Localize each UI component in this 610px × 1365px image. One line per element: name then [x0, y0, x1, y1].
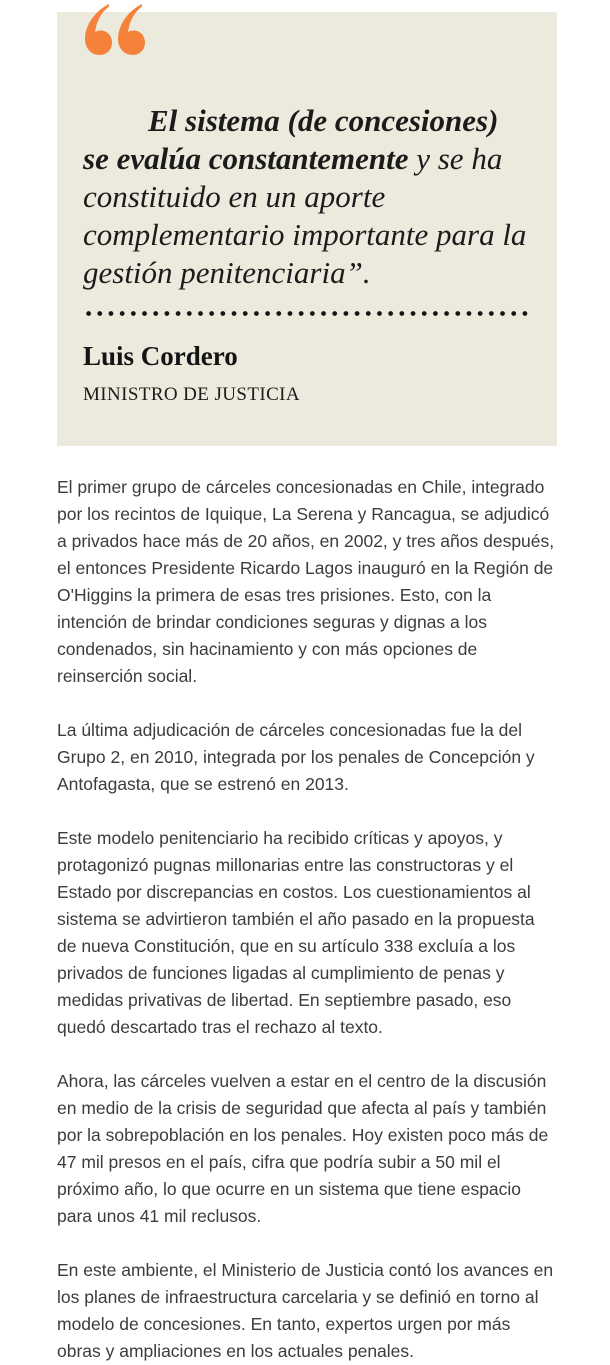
paragraph-2: La última adjudicación de cárceles concesionadas fue la del Grupo 2, en 2010, integrada por los penales de Concepción y Antofagasta, que se estrenó en 2013. [57, 720, 535, 794]
author-title: MINISTRO DE JUSTICIA [83, 384, 300, 405]
paragraph-4: Ahora, las cárceles vuelven a estar en el centro de la discusión en medio de la crisis de seguridad que afecta al país y también por la sobrepoblación en los penales. Hoy existen poco más de 47 mil presos en el país, cifra que podría subir a 50 mil el próximo año, lo que ocurre en un sistema que tiene espacio para unos 41 mil reclusos. [57, 1071, 549, 1226]
quote-text-regular: y se ha constituido en un aporte complementario importante para la gestión penitenciaria”. [83, 141, 527, 290]
article-body [57, 474, 557, 1365]
paragraph-5: En este ambiente, el Ministerio de Justicia contó los avances en los planes de infraestructura carcelaria y se definió en torno al modelo de concesiones. En tanto, expertos urgen por más obras y ampliaciones en los actuales penales. [57, 1260, 554, 1361]
article-page [57, 0, 557, 1365]
dotted-separator [83, 311, 531, 316]
quote-text [83, 12, 531, 292]
author-name: Luis Cordero [83, 341, 238, 371]
pull-quote-card [57, 12, 557, 446]
paragraph-3: Este modelo penitenciario ha recibido críticas y apoyos, y protagonizó pugnas millonarias entre las constructoras y el Estado por discrepancias en costos. Los cuestionamientos al sistema se advirtieron también el año pasado en la propuesta de nueva Constitución, que en su artículo 338 excluía a los privados de funciones ligadas al cumplimiento de penas y medidas privativas de libertad. En septiembre pasado, eso quedó descartado tras el rechazo al texto. [57, 828, 535, 1037]
quote-text-bold: El sistema (de concesiones) se evalúa constantemente [83, 103, 499, 176]
opening-double-quote-icon [83, 3, 145, 55]
paragraph-1: El primer grupo de cárceles concesionadas en Chile, integrado por los recintos de Iquique, La Serena y Rancagua, se adjudicó a privados hace más de 20 años, en 2002, y tres años después, el entonces Presidente Ricardo Lagos inauguró en la Región de O'Higgins la primera de esas tres prisiones. Esto, con la intención de brindar condiciones seguras y dignas a los condenados, sin hacinamiento y con más opciones de reinserción social. [57, 477, 555, 686]
